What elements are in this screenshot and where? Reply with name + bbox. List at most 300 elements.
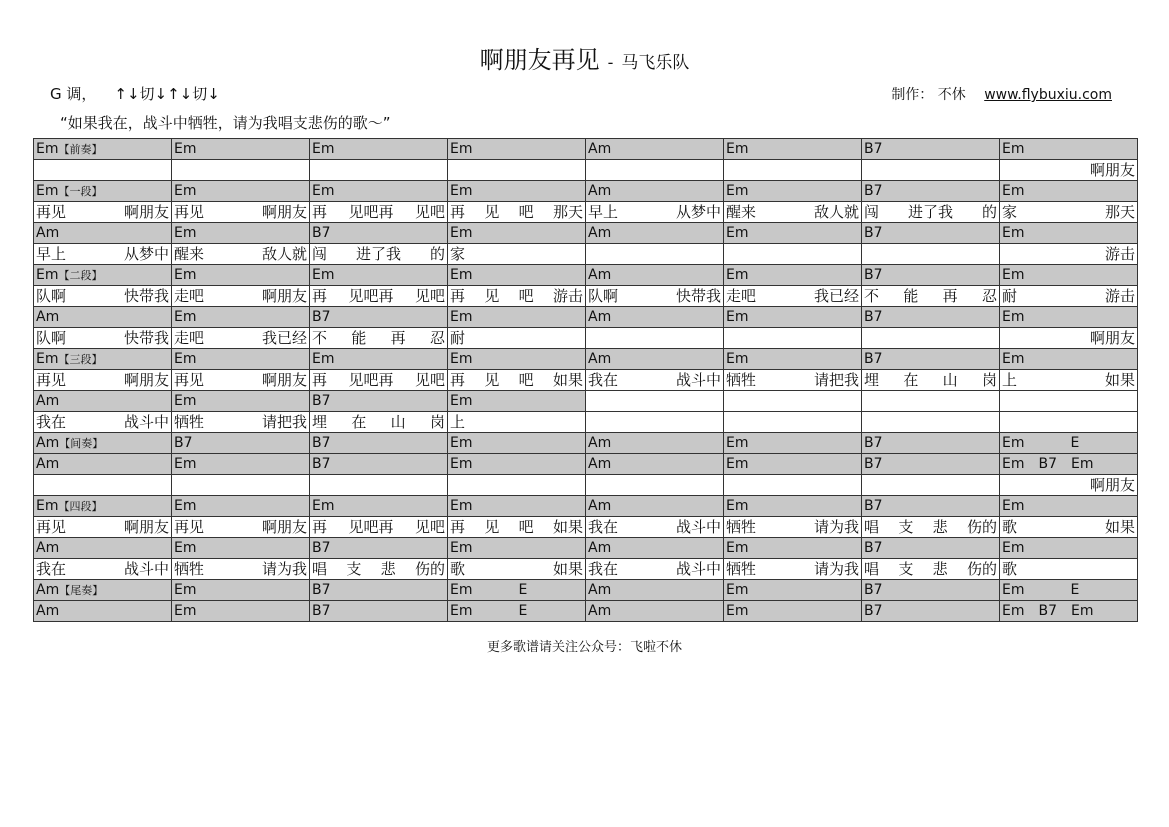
- lyric-text: 耐: [1002, 287, 1018, 305]
- chord-name: B7: [864, 183, 883, 199]
- lyric-cell: [172, 286, 310, 306]
- chord-row: [34, 223, 1138, 244]
- chord-name: Am: [36, 225, 60, 241]
- lyric-spread: [588, 286, 721, 306]
- chord-cell: [448, 349, 586, 369]
- chord-cell: [448, 601, 586, 621]
- chord-name: Em: [1002, 456, 1025, 472]
- chord-name: Em: [36, 351, 59, 367]
- chord-name: Em: [1002, 540, 1025, 556]
- chord-name: Am: [588, 540, 612, 556]
- lyric-text: 啊朋友: [261, 287, 307, 305]
- chord-cell: [724, 580, 862, 600]
- chord-name: Em: [1002, 351, 1025, 367]
- chord-name: Em: [1071, 603, 1094, 619]
- chord-cell: [862, 391, 1000, 411]
- footer-note: 更多歌谱请关注公众号：飞啦不休: [486, 640, 682, 655]
- chord-cell: [586, 265, 724, 285]
- lyric-cell: [172, 160, 310, 180]
- chord-name: B7: [864, 351, 883, 367]
- chord-cell: [862, 538, 1000, 558]
- lyric-row: [34, 559, 1138, 580]
- credit-name: 不休: [937, 87, 966, 103]
- lyric-text: 牺牲: [726, 560, 757, 578]
- lyric-spread: [726, 517, 859, 537]
- lyric-cell: [724, 412, 862, 432]
- lyric-spread: [174, 412, 307, 432]
- chord-cell: [448, 223, 586, 243]
- lyric-cell: [1000, 370, 1138, 390]
- lyric-cell: [172, 412, 310, 432]
- section-label: 【尾奏】: [59, 584, 104, 597]
- song-title: 啊朋友再见: [479, 46, 600, 74]
- chord-name: Em: [450, 540, 473, 556]
- lyric-text: 啊朋友: [261, 203, 307, 221]
- lyric-text: 进了我: [907, 203, 953, 221]
- chord-name: B7: [312, 603, 331, 619]
- chord-cell: [586, 433, 724, 453]
- chord-name: Em: [174, 498, 197, 514]
- chord-cell: [310, 496, 448, 516]
- chord-name: Em: [36, 183, 59, 199]
- chord-name: Am: [588, 309, 612, 325]
- lyric-cell: [34, 328, 172, 348]
- lyric-text: 我在: [588, 560, 619, 578]
- lyric-cell: [34, 517, 172, 537]
- chord-cell: [862, 496, 1000, 516]
- lyric-cell: [586, 517, 724, 537]
- lyric-spread: [312, 202, 445, 222]
- chord-cell: [310, 454, 448, 474]
- website-link[interactable]: www.flybuxiu.com: [984, 87, 1112, 103]
- chord-cell: [448, 496, 586, 516]
- chord-cell: [172, 454, 310, 474]
- lyric-cell: [862, 370, 1000, 390]
- chord-name: Em: [174, 456, 197, 472]
- lyric-text: 请为我: [261, 560, 307, 578]
- lyric-text: 快带我: [123, 287, 169, 305]
- chord-name: Em: [450, 498, 473, 514]
- lyric-cell: [34, 286, 172, 306]
- section-label: 【前奏】: [58, 143, 103, 156]
- chord-cell: [862, 223, 1000, 243]
- lyric-text: 伤的: [966, 560, 997, 578]
- lyric-spread: [450, 202, 583, 222]
- chord-row: [34, 139, 1138, 160]
- chord-cell: [448, 580, 586, 600]
- song-quote: “如果我在，战斗中牺牲，请为我唱支悲伤的歌～”: [60, 114, 391, 132]
- lyric-text: 再见: [174, 371, 205, 389]
- lyric-cell: [310, 160, 448, 180]
- chord-cell: [586, 601, 724, 621]
- lyric-row: [34, 412, 1138, 433]
- lyric-spread: [174, 559, 307, 579]
- chord-name: B7: [312, 393, 331, 409]
- lyric-text: 能: [351, 329, 367, 347]
- lyric-text: 如果: [1104, 518, 1135, 536]
- chord-name: B7: [864, 435, 883, 451]
- lyric-text: 再: [450, 371, 466, 389]
- lyric-text: 我在: [36, 560, 67, 578]
- lyric-spread: [36, 370, 169, 390]
- lyric-cell: [862, 160, 1000, 180]
- chord-row: [34, 601, 1138, 622]
- chord-cell: [586, 391, 724, 411]
- chord-name: Am: [588, 351, 612, 367]
- lyric-row: [34, 328, 1138, 349]
- chord-cell: [34, 538, 172, 558]
- chord-cell: [1000, 139, 1138, 159]
- lyric-text: 再: [312, 371, 328, 389]
- lyric-text: 那天: [1104, 203, 1135, 221]
- lyric-text: 见: [484, 518, 500, 536]
- section-label: 【四段】: [58, 500, 103, 513]
- chord-name: Em: [1002, 141, 1025, 157]
- lyric-spread: [864, 517, 997, 537]
- lyric-cell: [310, 328, 448, 348]
- chord-name: E: [1070, 435, 1080, 451]
- chord-name: B7: [864, 141, 883, 157]
- lyric-spread: [864, 202, 997, 222]
- chord-cell: [724, 391, 862, 411]
- chord-name: Am: [588, 435, 612, 451]
- lyric-text: 早上: [588, 203, 619, 221]
- chord-cell: [862, 265, 1000, 285]
- lyric-cell: [34, 202, 172, 222]
- chord-cell: [724, 223, 862, 243]
- lyric-spread: [312, 244, 445, 264]
- lyric-cell: [310, 559, 448, 579]
- chord-cell: [724, 496, 862, 516]
- lyric-text: 再见: [36, 518, 67, 536]
- lyric-spread: [450, 370, 583, 390]
- chord-name: Em: [1002, 582, 1025, 598]
- chord-cell: [172, 391, 310, 411]
- lyric-cell: [172, 517, 310, 537]
- chord-cell: [1000, 580, 1138, 600]
- chord-cell: [586, 223, 724, 243]
- chord-row: [34, 433, 1138, 454]
- section-label: 【三段】: [58, 353, 103, 366]
- chord-cell: [448, 265, 586, 285]
- chord-cell: [862, 139, 1000, 159]
- chord-cell: [1000, 433, 1138, 453]
- chord-name: Em: [312, 498, 335, 514]
- chord-cell: [310, 580, 448, 600]
- lyric-spread: [174, 286, 307, 306]
- lyric-text: 见: [484, 203, 500, 221]
- lyric-spread: [312, 412, 445, 432]
- lyric-text: 啊朋友: [123, 518, 169, 536]
- lyric-cell: [448, 160, 586, 180]
- chord-name: Em: [1002, 498, 1025, 514]
- chord-name: Em: [726, 351, 749, 367]
- chord-cell: [172, 139, 310, 159]
- chord-cell: [862, 181, 1000, 201]
- lyric-spread: [1002, 370, 1135, 390]
- chord-cell: [1000, 265, 1138, 285]
- lyric-cell: [862, 517, 1000, 537]
- lyric-text: 吧: [518, 203, 534, 221]
- chord-row: [34, 391, 1138, 412]
- chord-cell: [1000, 307, 1138, 327]
- lyric-row: [34, 475, 1138, 496]
- lyric-text: 醒来: [174, 245, 205, 263]
- lyric-text: 伤的: [414, 560, 445, 578]
- lyric-text: 牺牲: [174, 413, 205, 431]
- lyric-text: 队啊: [36, 329, 67, 347]
- chord-name: B7: [1038, 456, 1057, 472]
- chord-name: Am: [588, 498, 612, 514]
- lyric-text: 歌: [450, 560, 466, 578]
- chord-name: Em: [726, 183, 749, 199]
- lyric-text: 唱: [312, 560, 328, 578]
- chord-cell: [172, 580, 310, 600]
- chord-row: [34, 580, 1138, 601]
- chord-name: B7: [864, 498, 883, 514]
- chord-name: B7: [312, 435, 331, 451]
- chord-cell: [310, 139, 448, 159]
- chord-cell: [1000, 496, 1138, 516]
- chord-name: Em: [36, 498, 59, 514]
- lyric-text: 耐: [450, 329, 466, 347]
- chord-row: [34, 181, 1138, 202]
- lyric-spread: [588, 517, 721, 537]
- chord-name: Em: [174, 183, 197, 199]
- lyric-text: 歌: [1002, 560, 1018, 578]
- lyric-text: 从梦中: [675, 203, 721, 221]
- chord-name: Em: [312, 183, 335, 199]
- lyric-text: 战斗中: [675, 518, 721, 536]
- chord-cell: [310, 391, 448, 411]
- chord-cell: [586, 538, 724, 558]
- lyric-text: 见吧再: [348, 371, 394, 389]
- lyric-spread: [1002, 517, 1135, 537]
- chord-name: Am: [588, 183, 612, 199]
- lyric-cell: [1000, 412, 1138, 432]
- lyric-spread: [36, 412, 169, 432]
- chord-cell: [448, 433, 586, 453]
- lyric-text: 进了我: [355, 245, 401, 263]
- lyric-spread: [312, 559, 445, 579]
- lyric-text: 再: [450, 203, 466, 221]
- lyric-spread: [1002, 286, 1135, 306]
- credit-label: 制作：: [891, 87, 934, 103]
- lyric-text: 如果: [552, 518, 583, 536]
- lyric-cell: [448, 475, 586, 495]
- lyric-row: [34, 160, 1138, 181]
- lyric-text: 啊朋友: [261, 371, 307, 389]
- chord-cell: [34, 223, 172, 243]
- chord-name: Em: [450, 393, 473, 409]
- chord-name: B7: [312, 225, 331, 241]
- lyric-text: 歌: [1002, 518, 1018, 536]
- chord-cell: [310, 307, 448, 327]
- lyric-text: 我在: [36, 413, 67, 431]
- lyric-spread: [36, 328, 169, 348]
- lyric-spread: [312, 517, 445, 537]
- lyric-cell: [1000, 517, 1138, 537]
- lyric-cell: [586, 244, 724, 264]
- chord-cell: [448, 181, 586, 201]
- lyric-spread: [588, 370, 721, 390]
- lyric-text: 唱: [864, 560, 880, 578]
- lyric-text: 悲: [380, 560, 396, 578]
- lyric-cell: [586, 412, 724, 432]
- chord-cell: [172, 349, 310, 369]
- lyric-text: 再: [312, 287, 328, 305]
- lyric-cell: [1000, 475, 1138, 495]
- chord-cell: [724, 538, 862, 558]
- chord-cell: [34, 349, 172, 369]
- lyric-text: 支: [898, 560, 914, 578]
- chord-name: B7: [312, 456, 331, 472]
- lyric-cell: [862, 286, 1000, 306]
- lyric-text: 上: [450, 413, 466, 431]
- chord-row: [34, 307, 1138, 328]
- chord-name: Em: [726, 309, 749, 325]
- lyric-text: 啊朋友: [261, 518, 307, 536]
- lyric-text: 家: [450, 245, 466, 263]
- lyric-text: 再见: [174, 518, 205, 536]
- lyric-text: 敌人就: [813, 203, 859, 221]
- lyric-cell: [172, 202, 310, 222]
- chord-cell: [34, 454, 172, 474]
- lyric-spread: [588, 202, 721, 222]
- lyric-spread: [36, 559, 169, 579]
- chord-cell: [34, 580, 172, 600]
- lyric-text: 再: [942, 287, 958, 305]
- lyric-text: 闯: [312, 245, 328, 263]
- lyric-text: 啊朋友: [1089, 476, 1135, 494]
- chord-name: Em: [1002, 267, 1025, 283]
- chord-name: Am: [36, 582, 60, 598]
- chord-name: Em: [450, 435, 473, 451]
- chord-sheet-grid: [33, 138, 1138, 622]
- lyric-spread: [450, 559, 583, 579]
- chord-name: Am: [36, 435, 60, 451]
- lyric-text: 战斗中: [675, 371, 721, 389]
- lyric-cell: [724, 160, 862, 180]
- lyric-cell: [34, 475, 172, 495]
- chord-cell: [310, 223, 448, 243]
- chord-cell: [586, 496, 724, 516]
- chord-name: B7: [864, 456, 883, 472]
- lyric-text: 啊朋友: [1089, 161, 1135, 179]
- chord-cell: [1000, 601, 1138, 621]
- lyric-spread: [174, 517, 307, 537]
- lyric-cell: [724, 517, 862, 537]
- chord-name: E: [518, 603, 528, 619]
- chord-name: Em: [726, 582, 749, 598]
- chord-cell: [586, 181, 724, 201]
- lyric-text: 的: [429, 245, 445, 263]
- lyric-spread: [36, 517, 169, 537]
- lyric-text: 请为我: [813, 560, 859, 578]
- lyric-cell: [862, 475, 1000, 495]
- chord-cell: [172, 223, 310, 243]
- chord-name: Am: [588, 141, 612, 157]
- chord-name: B7: [864, 309, 883, 325]
- chord-name: Em: [726, 456, 749, 472]
- chord-name: Am: [588, 225, 612, 241]
- chord-name: Em: [450, 267, 473, 283]
- song-key: G 调，: [50, 85, 97, 103]
- chord-cell: [1000, 349, 1138, 369]
- lyric-cell: [34, 370, 172, 390]
- lyric-text: 见: [484, 287, 500, 305]
- lyric-cell: [586, 370, 724, 390]
- lyric-text: 悲: [932, 560, 948, 578]
- lyric-text: 见吧: [414, 371, 445, 389]
- chord-name: Em: [726, 435, 749, 451]
- lyric-cell: [586, 202, 724, 222]
- chord-name: Em: [450, 456, 473, 472]
- lyric-text: 不: [864, 287, 880, 305]
- lyric-spread: [864, 370, 997, 390]
- chord-name: Em: [450, 225, 473, 241]
- chord-cell: [172, 181, 310, 201]
- lyric-text: 再: [312, 203, 328, 221]
- lyric-cell: [1000, 328, 1138, 348]
- lyric-text: 再: [390, 329, 406, 347]
- chord-name: Am: [36, 603, 60, 619]
- lyric-text: 我在: [588, 518, 619, 536]
- chord-cell: [448, 391, 586, 411]
- lyric-cell: [724, 328, 862, 348]
- chord-cell: [448, 538, 586, 558]
- lyric-spread: [864, 559, 997, 579]
- lyric-text: 请把我: [261, 413, 307, 431]
- chord-cell: [310, 349, 448, 369]
- chord-cell: [1000, 181, 1138, 201]
- lyric-spread: [174, 328, 307, 348]
- lyric-text: 啊朋友: [123, 203, 169, 221]
- chord-cell: [172, 433, 310, 453]
- lyric-text: 吧: [518, 287, 534, 305]
- lyric-cell: [1000, 160, 1138, 180]
- lyric-text: 支: [346, 560, 362, 578]
- lyric-cell: [310, 517, 448, 537]
- lyric-text: 请把我: [813, 371, 859, 389]
- lyric-text: 再见: [36, 371, 67, 389]
- chord-cell: [862, 307, 1000, 327]
- lyric-cell: [586, 475, 724, 495]
- lyric-text: 再见: [174, 203, 205, 221]
- chord-cell: [172, 307, 310, 327]
- chord-name: Em: [1002, 225, 1025, 241]
- chord-name: B7: [312, 582, 331, 598]
- lyric-cell: [172, 559, 310, 579]
- chord-name: Em: [726, 225, 749, 241]
- lyric-text: 牺牲: [726, 518, 757, 536]
- chord-name: Am: [36, 456, 60, 472]
- lyric-text: 走吧: [174, 329, 205, 347]
- lyric-cell: [1000, 244, 1138, 264]
- chord-cell: [310, 181, 448, 201]
- lyric-text: 岗: [981, 371, 997, 389]
- chord-name: Am: [588, 267, 612, 283]
- chord-cell: [448, 139, 586, 159]
- chord-cell: [1000, 538, 1138, 558]
- chord-cell: [310, 433, 448, 453]
- chord-name: Em: [1002, 435, 1025, 451]
- chord-cell: [310, 538, 448, 558]
- section-label: 【间奏】: [59, 437, 104, 450]
- chord-name: Em: [174, 141, 197, 157]
- chord-cell: [586, 580, 724, 600]
- chord-cell: [172, 538, 310, 558]
